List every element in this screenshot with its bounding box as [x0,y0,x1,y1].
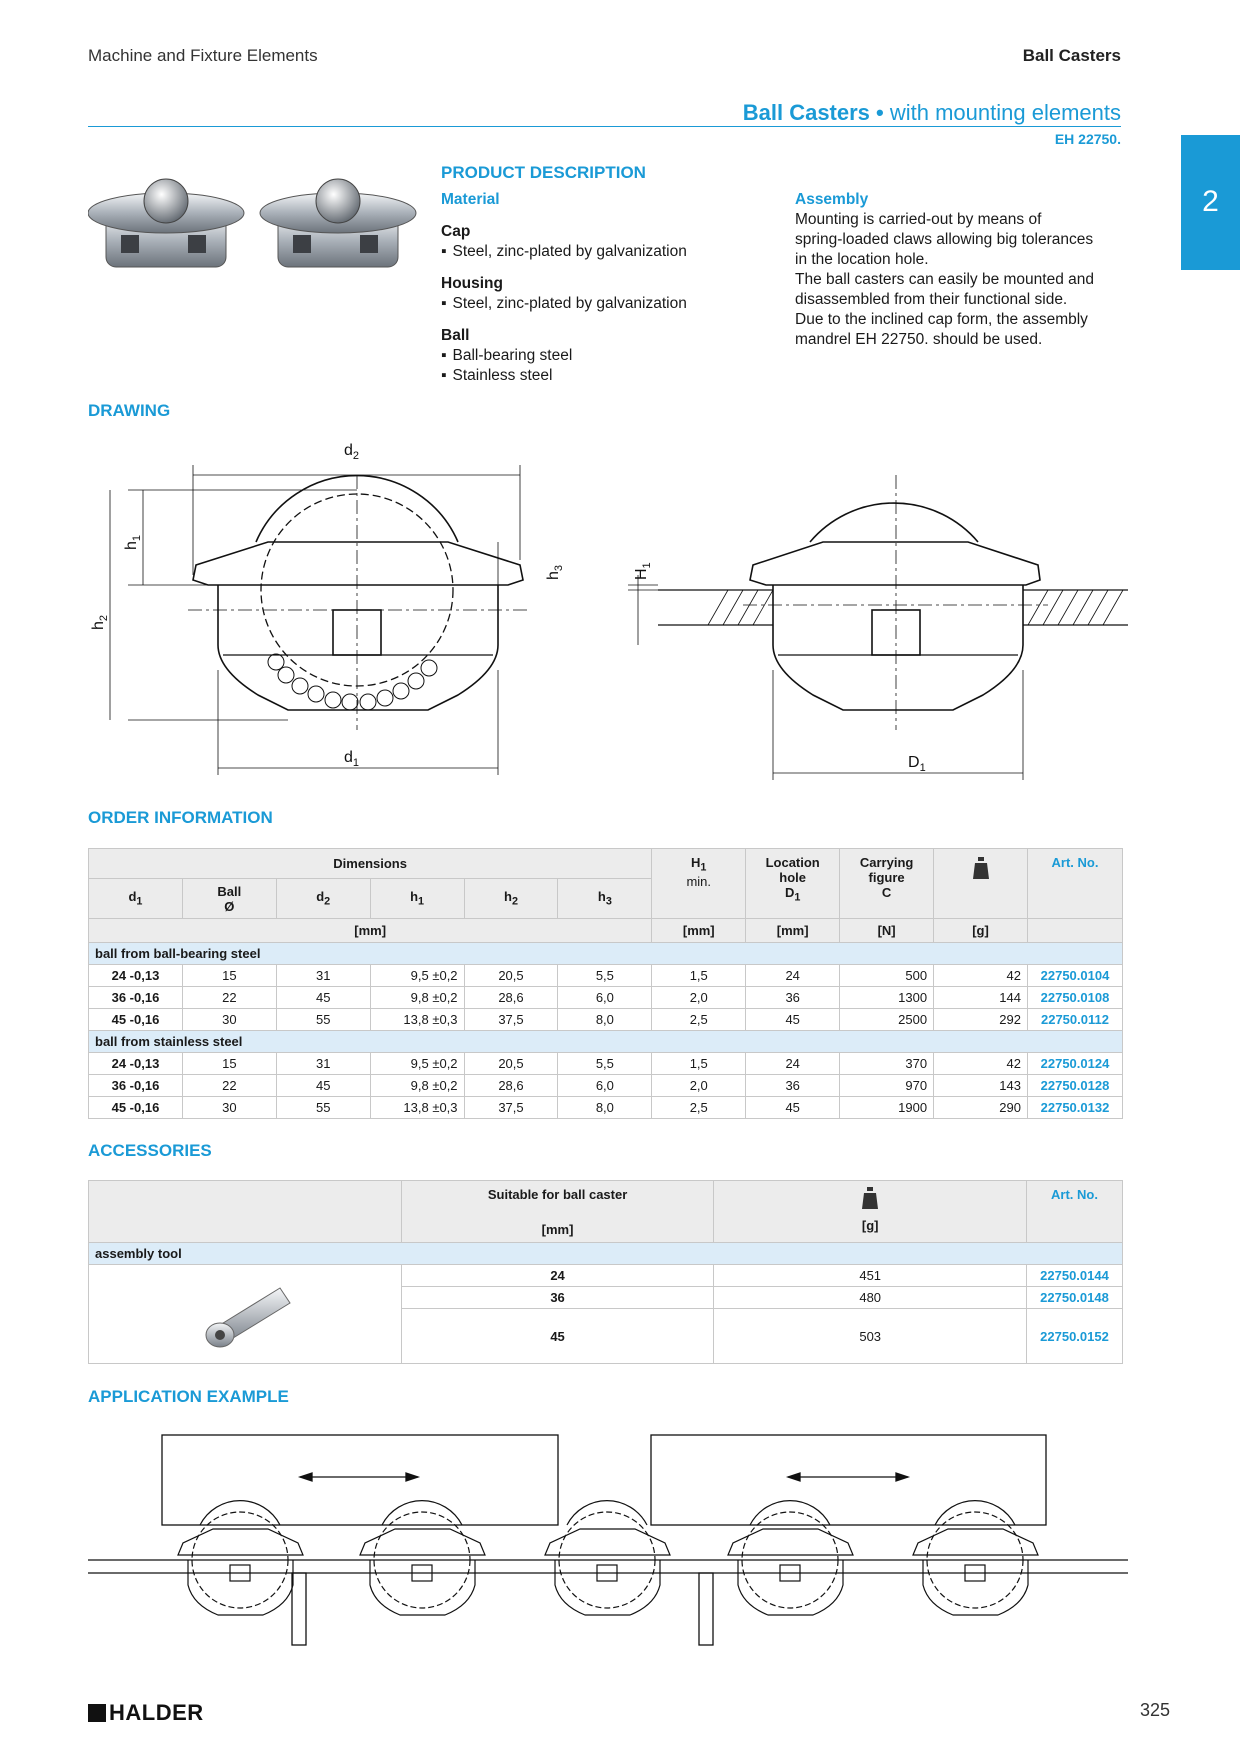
cell-weight: 42 [934,1053,1028,1075]
drawing-right-labels [633,562,926,774]
cell-d1: 36 -0,16 [89,1075,183,1097]
chapter-tab: 2 [1181,135,1240,270]
acc-art-no[interactable]: 22750.0144 [1027,1265,1123,1287]
support-post [292,1573,306,1645]
cell-h3: 6,0 [558,1075,652,1097]
arrow-icon [788,1473,908,1481]
cell-carrying-figure: 2500 [840,1009,934,1031]
group-row: ball from stainless steel [89,1031,1123,1053]
table-row [89,1097,1123,1119]
cell-location-hole: 45 [746,1009,840,1031]
assembly-line: disassembled from their functional side. [795,291,1068,308]
drawing-right [628,475,1128,780]
cell-h1: 9,5 ±0,2 [370,965,464,987]
cell-h2: 37,5 [464,1009,558,1031]
page-title [743,100,1121,126]
cell-h2: 37,5 [464,1097,558,1119]
cell-weight: 144 [934,987,1028,1009]
application-example-heading: APPLICATION EXAMPLE [88,1387,289,1406]
ball-caster-graphic [178,1501,303,1615]
label-h2 [90,615,110,630]
page-number: 325 [1139,1700,1170,1720]
svg-text:H1: $H_1$ [633,562,653,580]
cell-art-no[interactable]: 22750.0132 [1027,1097,1122,1119]
logo-icon [88,1704,106,1722]
cell-weight: 42 [934,965,1028,987]
cell-d1: 45 -0,16 [89,1009,183,1031]
ball-caster-graphic [728,1501,853,1615]
cell-h3: 5,5 [558,965,652,987]
cell-h3: 8,0 [558,1009,652,1031]
cell-h3: 5,5 [558,1053,652,1075]
cell-ball: 22 [182,1075,276,1097]
cell-H1: 1,5 [652,965,746,987]
assembly-line: mandrel EH 22750. should be used. [795,331,1043,348]
cell-H1: 1,5 [652,1053,746,1075]
group-row: ball from ball-bearing steel [89,943,1123,965]
order-information-heading: ORDER INFORMATION [88,808,273,827]
table-row [89,1075,1123,1097]
cell-d2: 55 [276,1009,370,1031]
label-D1: $D_1$ [908,754,926,774]
group-row-assembly-tool: assembly tool [89,1243,1123,1265]
cap-label: Cap [441,223,471,240]
cell-h1: 9,5 ±0,2 [370,1053,464,1075]
title-bold: Ball Casters [742,100,870,125]
drawing-left [110,465,528,775]
label-h3 [545,565,565,580]
unit-mm: [mm] [652,919,746,943]
cell-location-hole: 36 [746,987,840,1009]
cell-d1: 24 -0,13 [89,965,183,987]
col-weight: [g] [714,1181,1027,1243]
assembly-line: in the location hole. [795,251,929,268]
acc-art-no[interactable]: 22750.0152 [1027,1309,1123,1364]
cell-H1: 2,5 [652,1009,746,1031]
acc-weight: 503 [714,1309,1027,1364]
cell-H1: 2,0 [652,987,746,1009]
cell-d2: 31 [276,1053,370,1075]
cell-d2: 45 [276,1075,370,1097]
assembly-line: spring-loaded claws allowing big tolerances [795,231,1094,248]
col-H1: $H_1$ min. [652,849,746,919]
acc-size: 24 [401,1265,714,1287]
col-d2: $d_2$ [276,879,370,919]
weight-icon [934,849,1028,919]
cell-carrying-figure: 1900 [840,1097,934,1119]
material-block [441,190,771,386]
order-table-body [89,943,1123,1119]
cell-H1: 2,5 [652,1097,746,1119]
cell-location-hole: 36 [746,1075,840,1097]
cell-ball: 30 [182,1009,276,1031]
cell-h3: 8,0 [558,1097,652,1119]
cell-art-no[interactable]: 22750.0128 [1027,1075,1122,1097]
cell-ball: 30 [182,1097,276,1119]
cell-carrying-figure: 1300 [840,987,934,1009]
order-table [88,848,1123,1119]
cell-art-no[interactable]: 22750.0112 [1027,1009,1122,1031]
svg-text:h2: $h_2$ [90,614,110,630]
cell-h2: 28,6 [464,1075,558,1097]
svg-text:h3: $h_3$ [545,564,565,580]
housing-label: Housing [441,275,503,292]
cell-art-no[interactable]: 22750.0108 [1027,987,1122,1009]
assembly-label: Assembly [795,191,869,208]
cell-location-hole: 45 [746,1097,840,1119]
col-suitable: Suitable for ball caster [mm] [401,1181,714,1243]
col-ball: Ball Ø [182,879,276,919]
cell-H1: 2,0 [652,1075,746,1097]
title-bullet: • [876,100,884,125]
cell-h1: 13,8 ±0,3 [370,1009,464,1031]
material-label: Material [441,191,500,208]
col-location-hole: Location hole $D_1$ [746,849,840,919]
cell-h1: 13,8 ±0,3 [370,1097,464,1119]
cell-h2: 28,6 [464,987,558,1009]
product-photos [88,175,418,285]
accessories-table [88,1180,1123,1364]
cell-h2: 20,5 [464,965,558,987]
assembly-line: The ball casters can easily be mounted and [795,271,1094,288]
weight-icon [862,1187,878,1209]
unit-g: [g] [934,919,1028,943]
cell-carrying-figure: 970 [840,1075,934,1097]
col-art-no: Art. No. [1027,849,1122,919]
halder-logo: HALDER [88,1700,204,1726]
acc-size: 45 [401,1309,714,1364]
label-d2: $d_2$ [344,442,360,462]
cell-h1: 9,8 ±0,2 [370,987,464,1009]
col-h1: $h_1$ [370,879,464,919]
ball-caster-graphic [360,1501,485,1615]
application-example-drawing [88,1425,1128,1655]
cell-weight: 290 [934,1097,1028,1119]
header-category: Machine and Fixture Elements [88,46,318,65]
header-section: Ball Casters [1022,46,1121,65]
acc-size: 36 [401,1287,714,1309]
unit-mm: [mm] [89,919,652,943]
photo-caster-1 [88,179,244,267]
label-h1 [123,535,143,550]
title-rest: with mounting elements [889,100,1121,125]
cell-h3: 6,0 [558,987,652,1009]
cell-ball: 22 [182,987,276,1009]
acc-weight: 480 [714,1287,1027,1309]
product-description-heading: PRODUCT DESCRIPTION [441,163,646,182]
col-d1: $d_1$ [89,879,183,919]
photo-caster-2 [260,179,416,267]
table-row [89,965,1123,987]
col-dimensions: Dimensions [89,849,652,879]
ball-caster-graphic [913,1501,1038,1615]
arrow-icon [300,1473,418,1481]
ball-item: ▪ Ball-bearing steel [441,346,771,366]
cell-art-no[interactable]: 22750.0124 [1027,1053,1122,1075]
cell-ball: 15 [182,1053,276,1075]
cell-art-no[interactable]: 22750.0104 [1027,965,1122,987]
label-d1: $d_1$ [344,749,360,769]
col-h2: $h_2$ [464,879,558,919]
product-code: EH 22750. [1054,131,1121,147]
unit-N: [N] [840,919,934,943]
assembly-block [795,190,1135,350]
housing-item: ▪ Steel, zinc-plated by galvanization [441,294,771,314]
drawing-heading: DRAWING [88,401,171,420]
load-block [651,1435,1046,1525]
cell-d1: 45 -0,16 [89,1097,183,1119]
acc-weight: 451 [714,1265,1027,1287]
label-H1 [633,562,653,580]
cell-h1: 9,8 ±0,2 [370,1075,464,1097]
cell-d1: 24 -0,13 [89,1053,183,1075]
ball-item: ▪ Stainless steel [441,366,771,386]
technical-drawing [88,430,1128,790]
support-post [699,1573,713,1645]
cell-d1: 36 -0,16 [89,987,183,1009]
col-art-no: Art. No. [1027,1181,1123,1243]
cell-weight: 143 [934,1075,1028,1097]
table-row [89,1009,1123,1031]
assembly-line: Due to the inclined cap form, the assembly [795,311,1088,328]
col-carrying-figure: Carrying figure C [840,849,934,919]
svg-text:h1: $h_1$ [123,534,143,550]
cell-d2: 55 [276,1097,370,1119]
cell-h2: 20,5 [464,1053,558,1075]
unit-mm: [mm] [746,919,840,943]
col-h3: $h_3$ [558,879,652,919]
cell-ball: 15 [182,965,276,987]
table-row [89,987,1123,1009]
title-divider [88,126,1121,127]
assembly-tool-image [89,1265,402,1364]
accessories-heading: ACCESSORIES [88,1141,212,1160]
cap-item: ▪ Steel, zinc-plated by galvanization [441,242,771,262]
cell-location-hole: 24 [746,1053,840,1075]
acc-art-no[interactable]: 22750.0148 [1027,1287,1123,1309]
ball-label: Ball [441,327,470,344]
cell-carrying-figure: 370 [840,1053,934,1075]
cell-d2: 31 [276,965,370,987]
cell-d2: 45 [276,987,370,1009]
cell-carrying-figure: 500 [840,965,934,987]
table-row [89,1053,1123,1075]
assembly-line: Mounting is carried-out by means of [795,211,1042,228]
cell-location-hole: 24 [746,965,840,987]
load-block [162,1435,558,1525]
cell-weight: 292 [934,1009,1028,1031]
